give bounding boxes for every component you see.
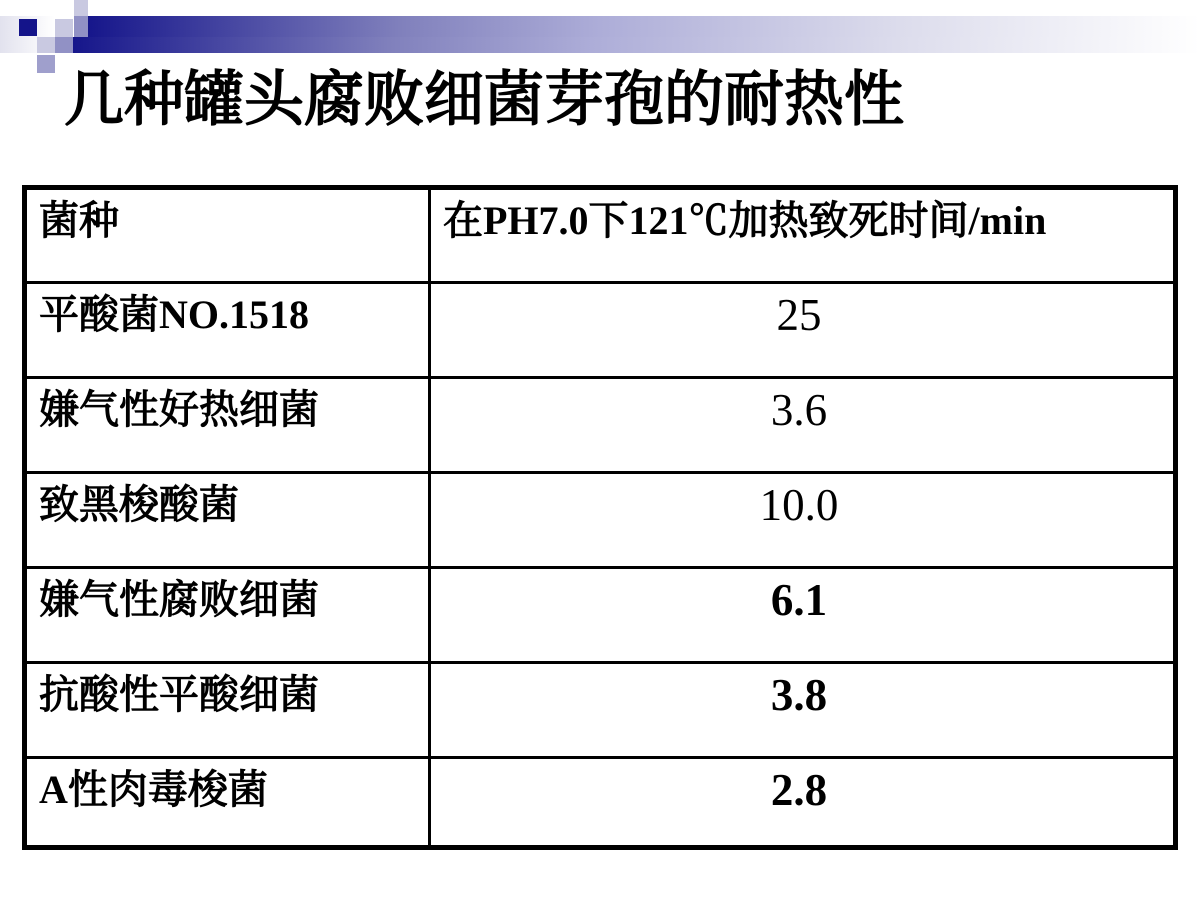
table-row (25, 663, 1176, 758)
time-cell: 6.1 (430, 568, 1176, 663)
time-cell: 2.8 (430, 758, 1176, 848)
pixel-square (37, 37, 55, 53)
pixel-square (37, 55, 55, 73)
time-cell: 10.0 (430, 473, 1176, 568)
species-cell: 抗酸性平酸细菌 (25, 663, 430, 758)
slide-title: 几种罐头腐败细菌芽孢的耐热性 (64, 66, 904, 133)
banner-gradient-bar-top (88, 16, 1200, 37)
species-cell: 嫌气性好热细菌 (25, 378, 430, 473)
time-header-cell: 在PH7.0下121℃加热致死时间/min (430, 188, 1176, 283)
table-row (25, 283, 1176, 378)
banner-gradient-bar-bottom (73, 37, 1200, 53)
species-cell: 嫌气性腐败细菌 (25, 568, 430, 663)
species-cell: A性肉毒梭菌 (25, 758, 430, 848)
pixel-square (19, 19, 37, 36)
species-cell: 致黑梭酸菌 (25, 473, 430, 568)
pixel-square (74, 0, 88, 16)
table-row (25, 758, 1176, 848)
heat-resistance-table (22, 185, 1178, 850)
table-row (25, 473, 1176, 568)
time-cell: 25 (430, 283, 1176, 378)
time-cell: 3.6 (430, 378, 1176, 473)
pixel-square (74, 16, 88, 37)
time-cell: 3.8 (430, 663, 1176, 758)
species-cell: 平酸菌NO.1518 (25, 283, 430, 378)
species-header-cell: 菌种 (25, 188, 430, 283)
pixel-square (55, 19, 73, 37)
pixel-square (55, 37, 73, 53)
table-row (25, 568, 1176, 663)
table-row (25, 378, 1176, 473)
table-header-row (25, 188, 1176, 283)
